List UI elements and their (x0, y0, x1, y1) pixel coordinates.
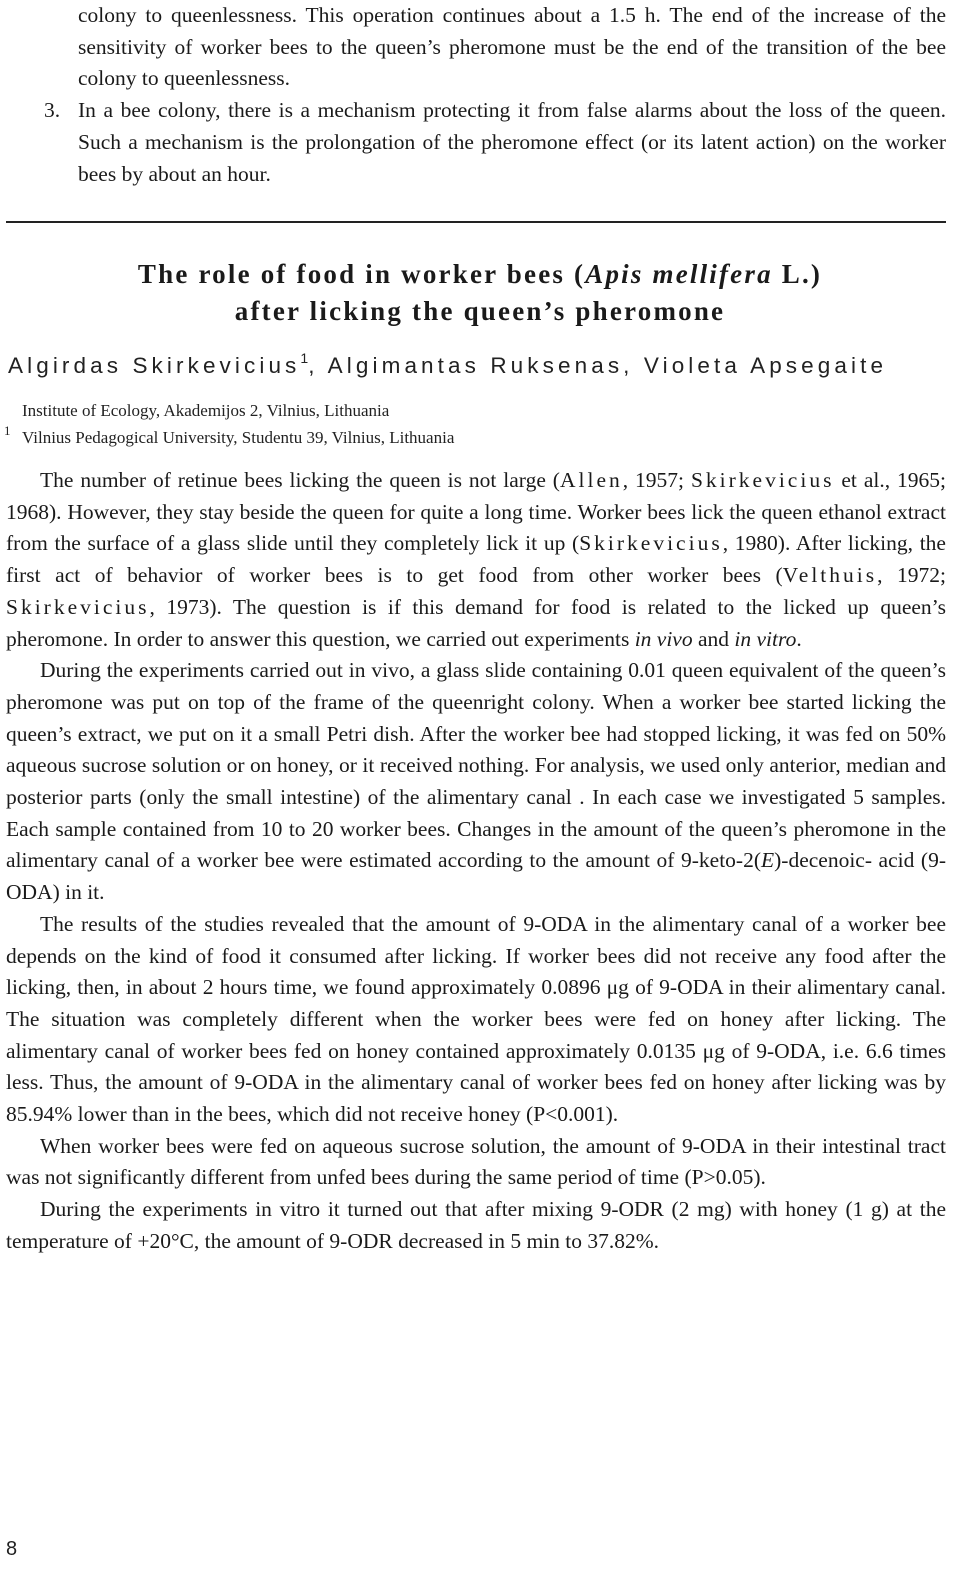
author-names: , Algimantas Ruksenas, Violeta Apsegaite (308, 353, 888, 378)
article-body (6, 465, 946, 1258)
text: , 1980). After licking, the first act of behavior of worker bees is to get food from other worker bees ( (6, 531, 946, 588)
paragraph-4: When worker bees were fed on aqueous sucrose solution, the amount of 9-ODA in their intestinal tract was not significantly different from unfed bees during the same period of time (P>0.05). (6, 1133, 946, 1190)
title-species: Apis mellifera (585, 259, 773, 289)
citation-author: Skirkevicius (6, 594, 150, 619)
list-item-text: In a bee colony, there is a mechanism protecting it from false alarms about the loss of the queen. Such a mechanism is the prolongation of the pheromone effect (or its latent action) on the worker bees by about an hour. (78, 98, 946, 186)
list-item-number: 3. (44, 98, 61, 123)
text: )-decenoic- acid (9-ODA) in it. (6, 848, 946, 905)
italic-term: in vitro (734, 626, 797, 651)
title-text: L.) (772, 259, 823, 289)
citation-author: Skirkevicius (690, 468, 835, 492)
article-title (0, 256, 960, 330)
citation-author: Allen (559, 468, 623, 492)
paragraph-1 (6, 465, 946, 655)
affiliation-2-marker: 1 (4, 423, 11, 438)
text: , 1973). The question is if this demand for food is related to the licked up queen’s pheromone. In order to answer this question, we carried out experiments (6, 594, 946, 651)
citation-author: Velthuis (782, 563, 878, 588)
page-number: 8 (6, 1538, 18, 1560)
citation-author: Skirkevicius (579, 531, 723, 556)
paragraph-2 (6, 655, 946, 909)
affiliation-marker: 1 (300, 350, 309, 366)
title-line-1 (0, 256, 960, 293)
italic-term: E (760, 848, 775, 873)
continued-paragraph: colony to queenlessness. This operation continues about a 1.5 h. The end of the increase of the sensitivity of worker bees to the queen’s pheromone must be the end of the transition of the bee colony to queenlessness. (78, 3, 946, 91)
affiliation-1: Institute of Ecology, Akademijos 2, Vilnius, Lithuania (22, 401, 390, 420)
text: . (796, 626, 802, 651)
section-divider (6, 221, 946, 223)
affiliations (22, 397, 454, 451)
author-list (8, 349, 948, 383)
title-line-2: after licking the queen’s pheromone (234, 296, 726, 326)
paragraph-5: During the experiments in vitro it turned out that after mixing 9-ODR (2 mg) with honey (1 g) at the temperature of +20°C, the amount of 9-ODR decreased in 5 min to 37.82%. (6, 1197, 946, 1253)
text: During the experiments carried out in vivo, a glass slide containing 0.01 queen equivalent of the queen’s pheromone was put on top of the frame of the queenright colony. When a worker bee started licking the queen’s extract, we put on it a small Petri dish. After the worker bee had stopped licking, it was fed on 50% aqueous sucrose solution or on honey, or it received nothing. For analysis, we used only anterior, median and posterior parts (only the small intestine) of the alimentary canal . In each case we investigated 5 samples. Each sample contained from 10 to 20 worker bees. Changes in the amount of the queen’s pheromone in the alimentary canal of a worker bee were estimated according to the amount of 9-keto-2( (6, 658, 946, 873)
affiliation-2: Vilnius Pedagogical University, Studentu 39, Vilnius, Lithuania (22, 428, 455, 447)
title-text: The role of food in worker bees ( (137, 259, 586, 289)
text: et al., 1965; 1968). However, they stay beside the queen for quite a long time. Worker bees lick the queen ethanol extract from the surface of a glass slide until they completely lick it up ( (6, 468, 946, 556)
text: The number of retinue bees licking the queen is not large ( (40, 468, 560, 492)
list-item-3 (44, 95, 946, 190)
paragraph-3: The results of the studies revealed that the amount of 9-ODA in the alimentary canal of a worker bee depends on the kind of food it consumed after licking. If worker bees did not receive any food after the licking, then, in about 2 hours time, we found approximately 0.0896 μg of 9-ODA in their alimentary canal. The situation was completely different when the worker bees were fed on honey after licking. The alimentary canal of worker bees fed on honey contained approximately 0.0135 μg of 9-ODA, i.e. 6.6 times less. Thus, the amount of 9-ODA in the alimentary canal of worker bees fed on honey after licking was by 85.94% lower than in the bees, which did not receive honey (P<0.001). (6, 911, 946, 1127)
text: , 1972; (877, 563, 946, 588)
text: , 1957; (622, 468, 691, 492)
author-name: Algirdas Skirkevicius (8, 353, 301, 378)
text: and (692, 626, 735, 651)
previous-article-tail (44, 0, 946, 190)
italic-term: in vivo (634, 626, 693, 651)
